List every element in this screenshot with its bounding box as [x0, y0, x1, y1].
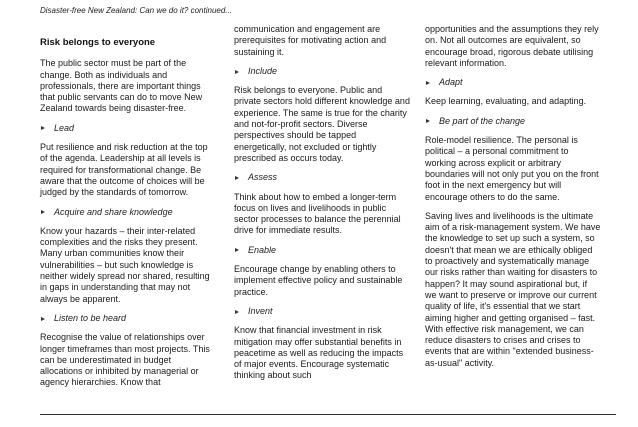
- continued-paragraph: opportunities and the assumptions they rely on. Not all outcomes are equivalent, so encourage broad, rigorous debate utilising relevant information.: [425, 24, 599, 68]
- subheading-label: Enable: [248, 244, 277, 255]
- include-paragraph: Risk belongs to everyone. Public and private sectors hold different knowledge and experience. The same is true for the charity and not-for-profit sectors. Diverse perspectives should be tapped energetically, not excluded or tightly prescribed as occurs today.: [234, 85, 410, 163]
- invent-paragraph: Know that financial investment in risk mitigation may offer substantial benefits in peacetime as well as reducing the impacts of major events. Encourage systematic thinking about such: [234, 325, 404, 381]
- continued-paragraph: communication and engagement are prerequisites for motivating action and sustaining it.: [234, 24, 387, 57]
- subheading-label: Acquire and share knowledge: [54, 206, 173, 217]
- bullet-triangle-icon: [41, 317, 45, 321]
- subheading-label: Be part of the change: [439, 115, 526, 126]
- subheading-enable: [234, 245, 410, 256]
- adapt-paragraph: Keep learning, evaluating, and adapting.: [425, 96, 587, 107]
- column-3: [425, 24, 601, 369]
- subheading-label: Assess: [248, 172, 278, 183]
- subheading-invent: [234, 306, 410, 317]
- bullet-triangle-icon: [41, 126, 45, 130]
- subheading-lead: [40, 123, 216, 134]
- listen-paragraph: Recognise the value of relationships over longer timeframes than most projects. This can be underestimated in budget allocations or inhibited by managerial or agency hierarchies. Know that: [40, 332, 210, 388]
- subheading-include: [234, 66, 410, 77]
- subheading-label: Include: [248, 65, 278, 76]
- bullet-triangle-icon: [426, 81, 430, 85]
- closing-paragraph: Saving lives and livelihoods is the ultimate aim of a risk-management system. We have the knowledge to set up such a system, so doesn't that mean we are ethically obliged to proactively and systematically manage our risks rather than waiting for disasters to happen? It may sound aspirational but, if we want to preserve or improve our current quality of life, it's essential that we start aiming higher and getting organised – fast. With effective risk management, we can reduce disasters to crises and crises to events that are within "extended business-as-usual" activity.: [425, 210, 601, 368]
- assess-paragraph: Think about how to embed a longer-term focus on lives and livelihoods in public sector processes to balance the perennial drive for immediate results.: [234, 191, 401, 236]
- subheading-label: Lead: [54, 122, 75, 133]
- bullet-triangle-icon: [41, 210, 45, 214]
- column-1: [40, 37, 216, 389]
- section-heading: Risk belongs to everyone: [40, 37, 156, 48]
- bottom-rule: [40, 414, 616, 415]
- acquire-paragraph: Know your hazards – their inter-related complexities and the risks they present. Many urban communities know their vulnerabilities – but such knowledge is neither widely spread nor shared, resulting in gaps in understanding that may not always be apparent.: [40, 225, 210, 304]
- bullet-triangle-icon: [235, 176, 239, 180]
- subheading-adapt: [425, 77, 601, 88]
- be-part-paragraph: Role-model resilience. The personal is political – a personal commitment to working across explicit or arbitrary boundaries will not only put you on the front foot in the next emergency but will encourage others to do the same.: [425, 135, 599, 202]
- running-head: Disaster-free New Zealand: Can we do it? continued...: [40, 6, 232, 15]
- enable-paragraph: Encourage change by enabling others to implement effective policy and sustainable practice.: [234, 264, 403, 297]
- subheading-label: Listen to be heard: [54, 312, 127, 323]
- subheading-label: Adapt: [439, 77, 463, 88]
- lead-paragraph: Put resilience and risk reduction at the top of the agenda. Leadership at all levels is required for transformational change. Be aware that the outcome of choices will be judged by the standards of tomorrow.: [40, 142, 208, 198]
- column-2: [234, 24, 410, 382]
- subheading-listen: [40, 313, 216, 324]
- subheading-acquire: [40, 207, 216, 218]
- bullet-triangle-icon: [426, 119, 430, 123]
- subheading-be-part: [425, 116, 601, 127]
- bullet-triangle-icon: [235, 70, 239, 74]
- subheading-assess: [234, 172, 410, 183]
- subheading-label: Invent: [248, 305, 273, 316]
- intro-paragraph: The public sector must be part of the change. Both as individuals and professionals, there are important things that public servants can do to move New Zealand towards being disaster-free.: [40, 58, 203, 114]
- bullet-triangle-icon: [235, 310, 239, 314]
- bullet-triangle-icon: [235, 248, 239, 252]
